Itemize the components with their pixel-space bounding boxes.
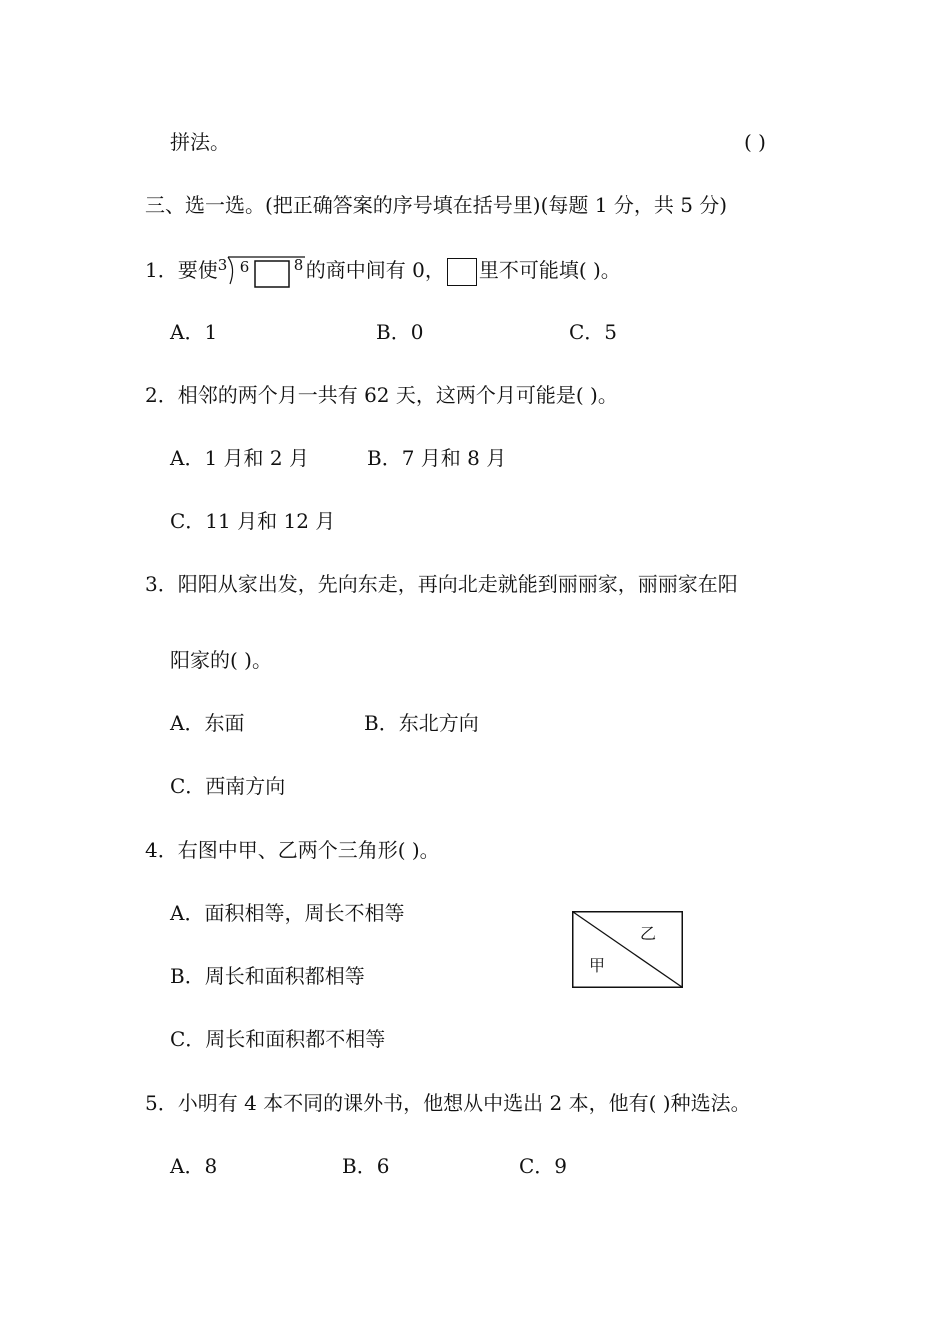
q5-option-a: A．8 bbox=[170, 1154, 218, 1178]
q1-prefix: 1．要使 bbox=[145, 258, 218, 282]
division-bracket bbox=[218, 254, 306, 290]
blank-box bbox=[447, 258, 477, 286]
q1-suffix: 里不可能填( )。 bbox=[478, 258, 621, 282]
question-2: 2．相邻的两个月一共有 62 天，这两个月可能是( )。 bbox=[145, 383, 618, 407]
q1-option-c: C．5 bbox=[569, 320, 618, 344]
dividend-first-digit: 6 bbox=[239, 257, 250, 276]
triangle-figure bbox=[572, 911, 684, 994]
question-3-line-1: 3．阳阳从家出发，先向东走，再向北走就能到丽丽家，丽丽家在阳 bbox=[145, 572, 738, 596]
q2-option-c: C．11 月和 12 月 bbox=[170, 509, 336, 533]
q3-option-a: A．东面 bbox=[170, 711, 245, 735]
q5-option-b: B．6 bbox=[342, 1154, 390, 1178]
q3-option-b: B．东北方向 bbox=[364, 711, 479, 735]
rectangle-with-diagonal bbox=[572, 911, 684, 989]
q1-option-b: B．0 bbox=[376, 320, 424, 344]
q5-option-c: C．9 bbox=[519, 1154, 568, 1178]
q1-middle: 的商中间有 0， bbox=[305, 258, 445, 282]
long-division-expression bbox=[218, 254, 306, 290]
question-5: 5．小明有 4 本不同的课外书，他想从中选出 2 本，他有( )种选法。 bbox=[145, 1091, 751, 1115]
q4-option-b: B．周长和面积都相等 bbox=[170, 964, 365, 988]
label-jia: 甲 bbox=[589, 956, 606, 975]
q1-option-a: A．1 bbox=[170, 320, 218, 344]
q4-option-a: A．面积相等，周长不相等 bbox=[170, 901, 405, 925]
question-4: 4．右图中甲、乙两个三角形( )。 bbox=[145, 838, 440, 862]
q3-option-c: C．西南方向 bbox=[170, 774, 286, 798]
divisor: 3 bbox=[217, 255, 228, 274]
dividend-last-digit: 8 bbox=[293, 255, 304, 274]
q2-option-b: B．7 月和 8 月 bbox=[367, 446, 507, 470]
previous-question-tail: 拼法。 bbox=[170, 130, 230, 154]
question-1 bbox=[145, 252, 621, 288]
label-yi: 乙 bbox=[640, 924, 657, 943]
section-title: 三、选一选。(把正确答案的序号填在括号里)(每题 1 分，共 5 分) bbox=[145, 193, 728, 217]
answer-blank: ( ) bbox=[744, 130, 766, 154]
question-3-line-2: 阳家的( )。 bbox=[170, 648, 272, 672]
q2-option-a: A．1 月和 2 月 bbox=[170, 446, 309, 470]
q4-option-c: C．周长和面积都不相等 bbox=[170, 1027, 386, 1051]
